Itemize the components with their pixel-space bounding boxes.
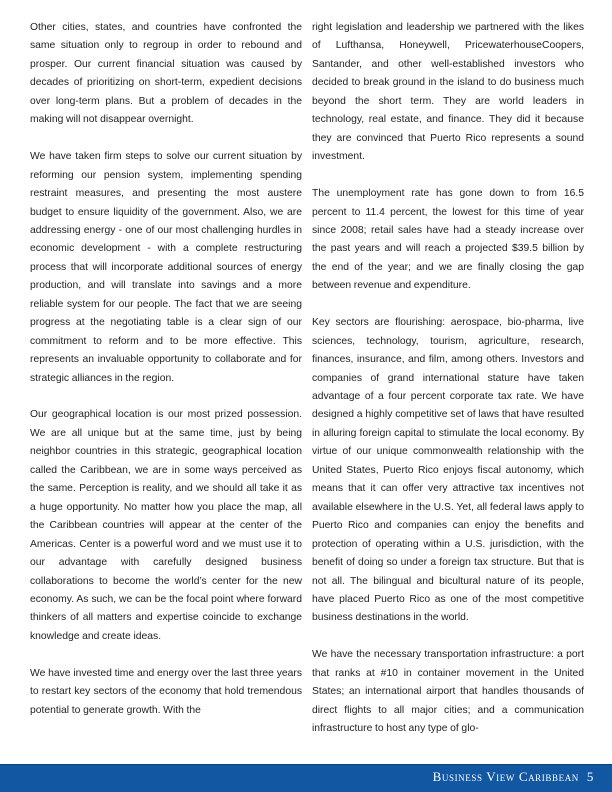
paragraph: Key sectors are flourishing: aerospace, bio-pharma, live sciences, technology, tourism, agriculture, research, finances, insurance, and film, among others. Investors and companies of grand international stature have taken advantage of a four percent corporate tax rate. We have designed a highly competitive set of laws that have resulted in alluring foreign capital to stimulate the local economy. By virtue of our unique commonwealth relationship with the United States, Puerto Rico enjoys fiscal autonomy, which means that it can offer very attractive tax incentives not available elsewhere in the U.S. Yet, all federal laws apply to Puerto Rico and companies can enjoy the benefits and protection of operating within a U.S. jurisdiction, with the benefit of doing so under a foreign tax structure. But that is not all. The bilingual and bicultural nature of its people, have placed Puerto Rico as one of the most competitive business destinations in the world. (312, 317, 584, 624)
page-number: 5 (586, 769, 594, 784)
paragraph: Our geographical location is our most prized possession. We are all unique but at the same time, just by being neighbor countries in this strategic, geographical location called the Caribbean, we are in some ways perceived as the same. Perception is reality, and we should all take it as a huge opportunity. No matter how you place the map, all the Caribbean countries will appear at the center of the Americas. Center is a powerful word and we must use it to our advantage with carefully designed business collaborations to become the world’s center for the new economy. As such, we can be the focal point where forward thinkers of all matters and expertise coincide to exchange knowledge and create ideas. (30, 409, 302, 642)
publication-name: Business View Caribbean (432, 769, 579, 784)
paragraph: We have taken firm steps to solve our current situation by reforming our pension system, implementing spending restraint measures, and presenting the most austere budget to ensure liquidity of the government. Also, we are addressing energy - one of our most challenging hurdles in economic development - with a complete restructuring process that will incorporate additional sources of energy production, and will translate into savings and a more reliable system for our people. The fact that we are seeing progress at the negotiating table is a clear sign of our commitment to reform and to be more effective. This represents an invaluable opportunity to collaborate and for strategic alliances in the region. (30, 151, 302, 384)
footer-bar (0, 765, 612, 792)
paragraph: The unemployment rate has gone down to from 16.5 percent to 11.4 percent, the lowest for this time of year since 2008; retail sales have had a steady increase over the past years and will reach a projected $39.5 billion by the end of the year; and we are finally closing the gap between revenue and expenditure. (312, 188, 584, 292)
right-column (312, 19, 584, 757)
left-column (30, 19, 302, 739)
paragraph: Other cities, states, and countries have confronted the same situation only to regroup in order to rebound and prosper. Our current financial situation was caused by decades of prioritizing on short-term, expedient decisions over long-term plans. But a problem of decades in the making will not disappear overnight. (30, 22, 302, 126)
paragraph: right legislation and leadership we partnered with the likes of Lufthansa, Honeywell, PricewaterhouseCoopers, Santander, and other well-established investors who decided to break ground in the island to do business much beyond the short term. They are world leaders in technology, real estate, and finance. They did it because they are convinced that Puerto Rico represents a sound investment. (312, 22, 584, 163)
paragraph: We have the necessary transportation infrastructure: a port that ranks at #10 in container movement in the United States; an international airport that handles thousands of direct flights to all major cities; and a communication infrastructure to host any type of glo- (312, 649, 584, 735)
paragraph: We have invested time and energy over the last three years to restart key sectors of the economy that hold tremendous potential to generate growth. With the (30, 667, 302, 716)
footer-label (433, 769, 594, 785)
